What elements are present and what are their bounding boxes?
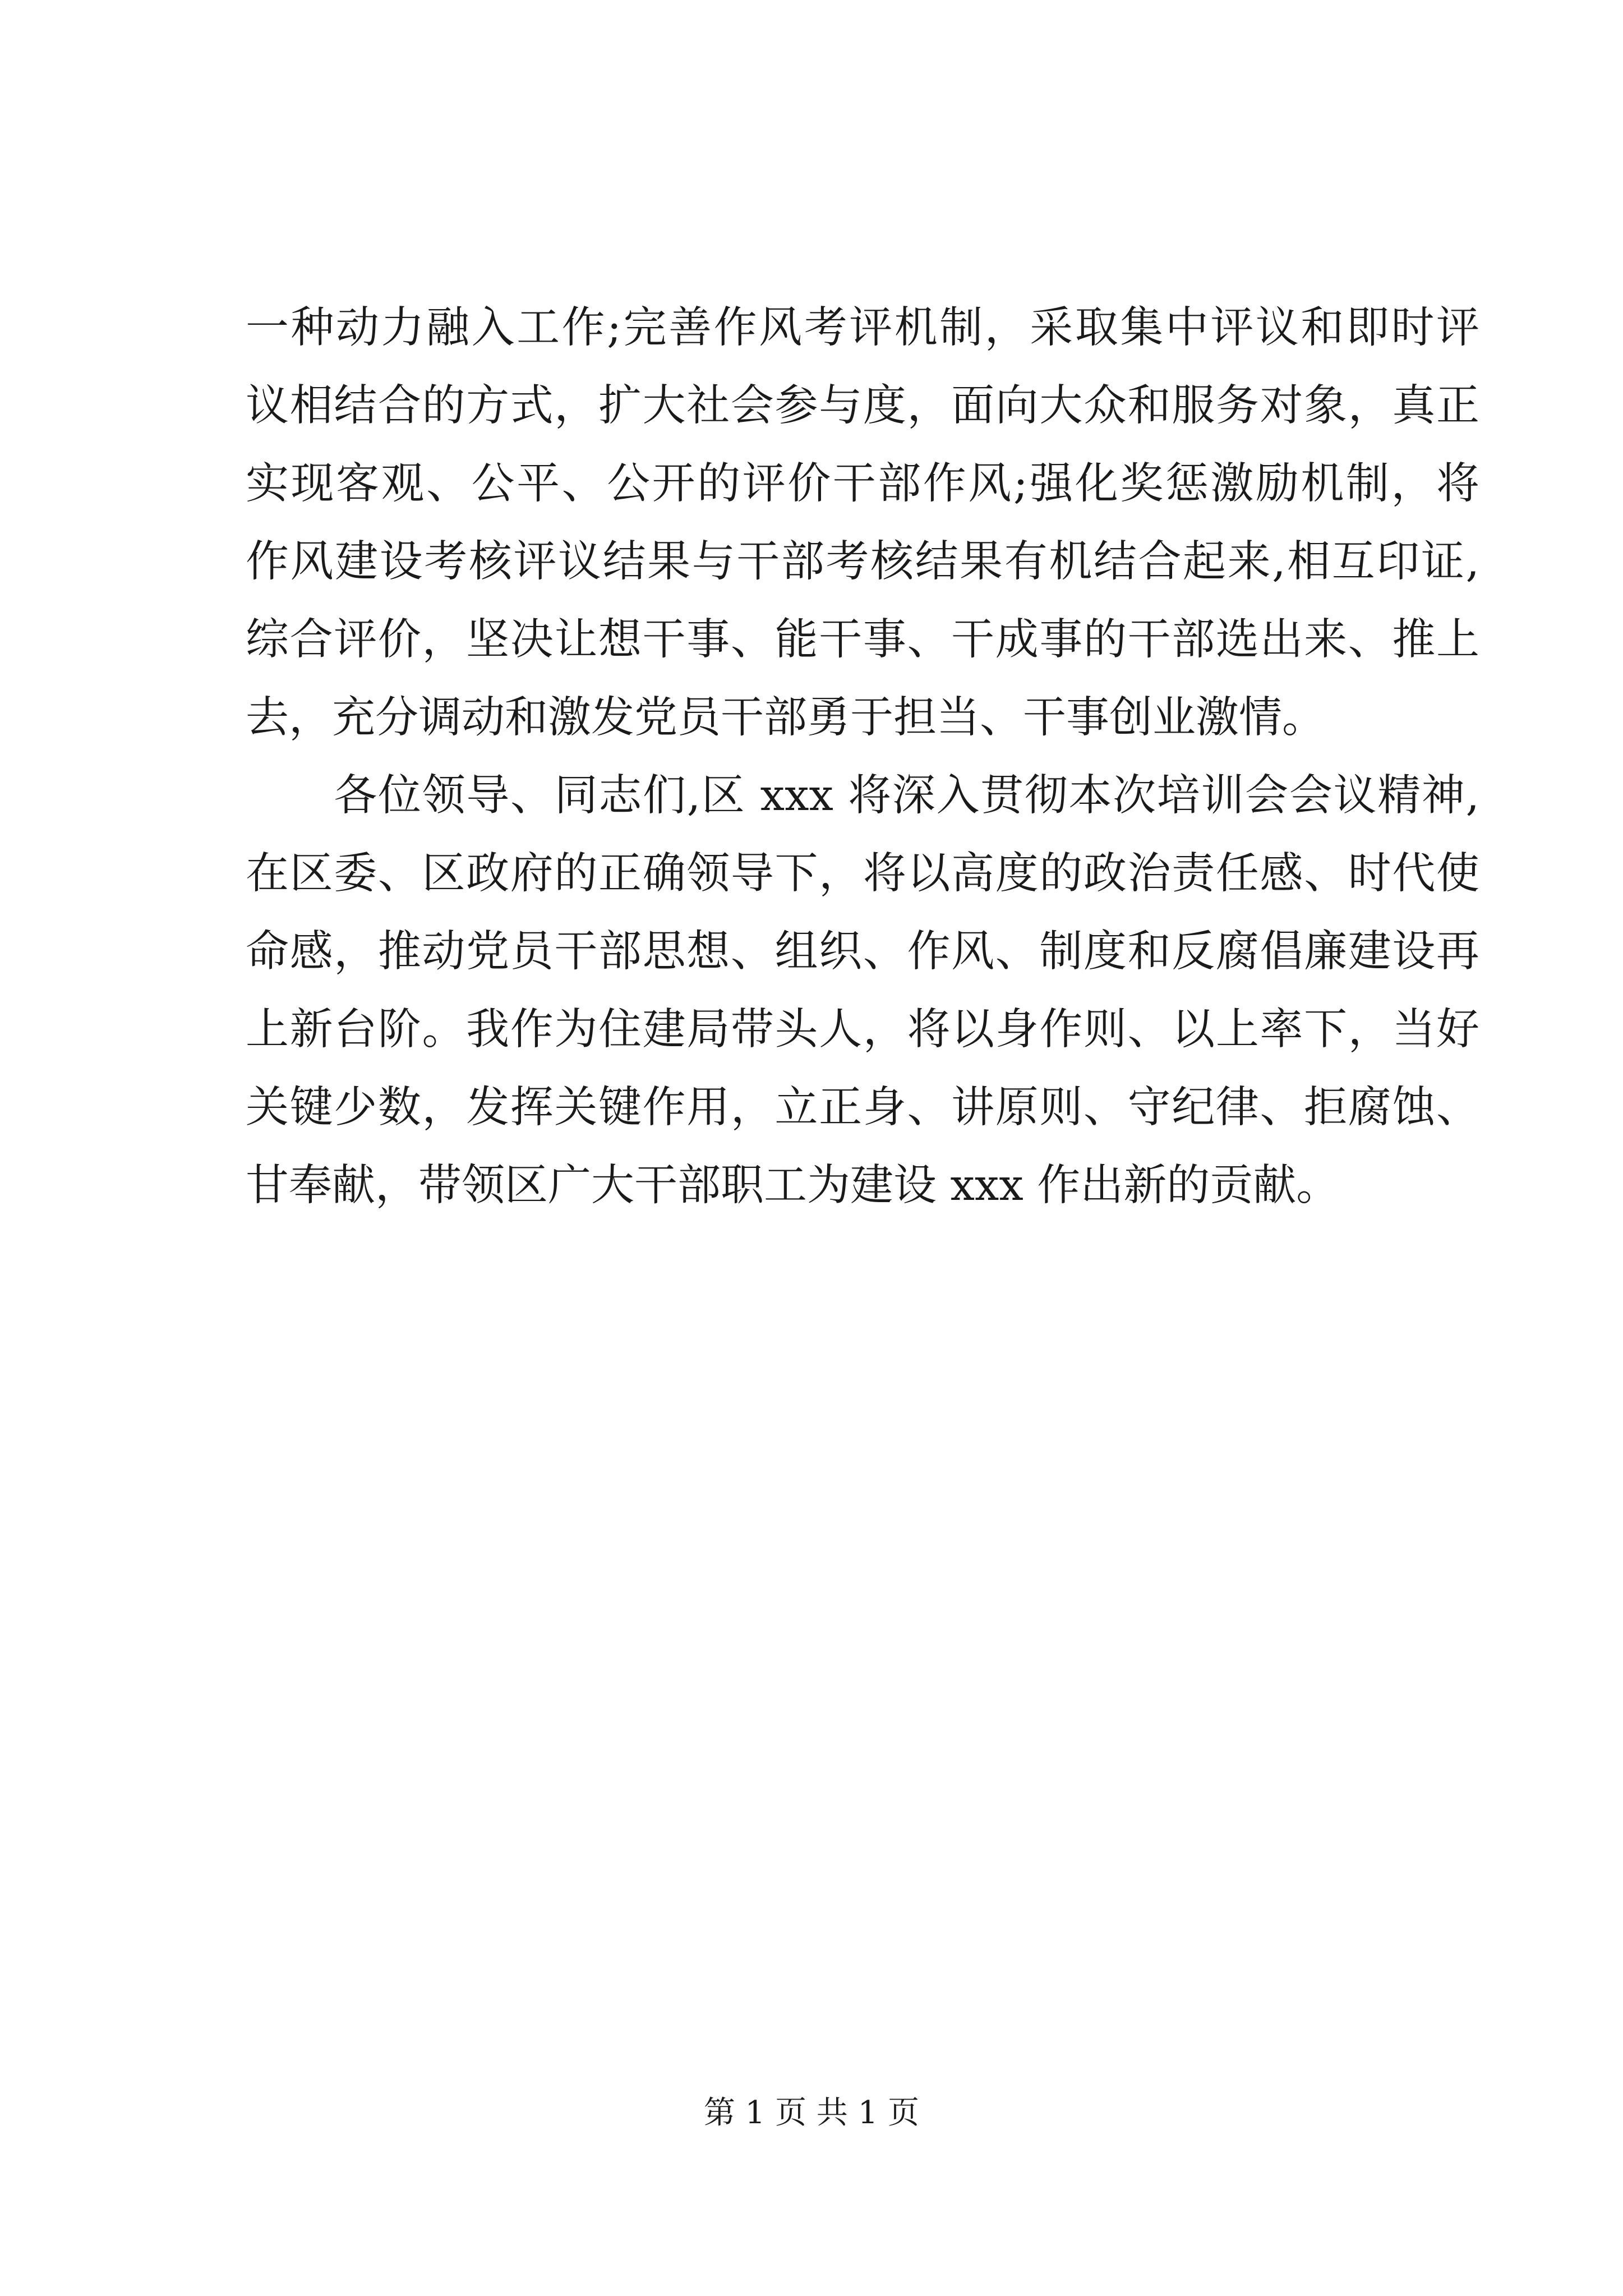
body-line: 命感，推动党员干部思想、组织、作风、制度和反腐倡廉建设再 <box>246 927 1479 977</box>
document-body <box>246 289 1479 1225</box>
body-line: 上新台阶。我作为住建局带头人，将以身作则、以上率下，当好 <box>246 1005 1479 1055</box>
body-line: 综合评价，坚决让想干事、能干事、干成事的干部选出来、推上 <box>246 615 1479 665</box>
body-line: 甘奉献，带领区广大干部职工为建设 xxx 作出新的贡献。 <box>246 1161 1340 1211</box>
body-line: 去，充分调动和激发党员干部勇于担当、干事创业激情。 <box>246 693 1325 743</box>
body-line: 一种动力融入工作;完善作风考评机制，采取集中评议和即时评 <box>246 303 1479 353</box>
body-line: 议相结合的方式，扩大社会参与度，面向大众和服务对象，真正 <box>246 381 1479 431</box>
body-line: 实现客观、公平、公开的评价干部作风;强化奖惩激励机制，将 <box>246 459 1479 509</box>
body-line: 各位领导、同志们,区 xxx 将深入贯彻本次培训会会议精神, <box>246 771 1479 821</box>
body-line: 关键少数，发挥关键作用，立正身、讲原则、守纪律、拒腐蚀、 <box>246 1083 1479 1133</box>
body-line: 作风建设考核评议结果与干部考核结果有机结合起来,相互印证, <box>246 537 1479 587</box>
page-footer: 第 1 页 共 1 页 <box>703 2095 920 2131</box>
body-line: 在区委、区政府的正确领导下，将以高度的政治责任感、时代使 <box>246 849 1479 899</box>
